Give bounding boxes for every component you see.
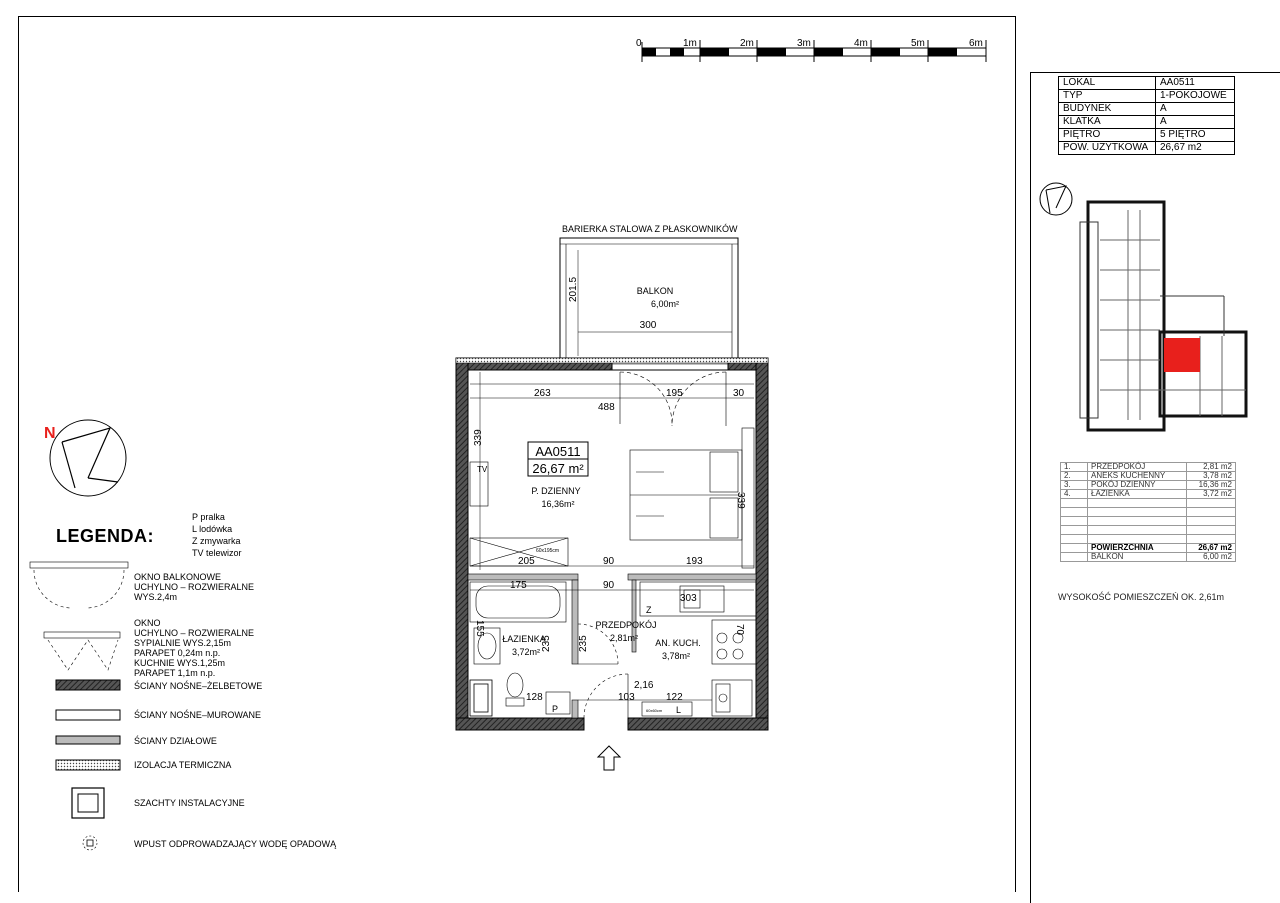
room-name: ANEKS KUCHENNY [1088, 472, 1187, 481]
dim-label: 205 [518, 556, 535, 567]
legend-line: WYS.2,4m [134, 592, 178, 602]
legend-item-partition-walls: ŚCIANY DZIAŁOWE [134, 736, 217, 746]
info-key: KLATKA [1059, 116, 1156, 129]
outer-walls [456, 358, 768, 730]
unit-id: AA0511 [535, 444, 581, 459]
total-value: 26,67 m2 [1187, 544, 1236, 553]
legend-line: UCHYLNO – ROZWIERALNE [134, 628, 255, 638]
room-number: 2. [1061, 472, 1088, 481]
info-value: A [1156, 103, 1235, 116]
dishwasher-label: Z [646, 605, 652, 615]
info-key: POW. UŻYTKOWA [1059, 142, 1156, 155]
legend-item-window [134, 618, 254, 678]
abbr-item: TV telewizor [192, 548, 242, 558]
total-label: POWIERZCHNIA [1088, 544, 1187, 553]
key-plan [1080, 202, 1246, 430]
dim-label: 70 [734, 624, 745, 636]
room-height-note: WYSOKOŚĆ POMIESZCZEŃ OK. 2,61m [1058, 592, 1225, 602]
info-key: PIĘTRO [1059, 129, 1156, 142]
dim-label: 303 [680, 593, 697, 604]
dim-label: 103 [618, 692, 635, 703]
dim-label: 90 [603, 556, 615, 567]
balcony-value: 6,00 m2 [1187, 553, 1236, 562]
fridge-label: L [676, 705, 682, 715]
toilet [506, 673, 524, 706]
hall-area: 2,81m² [609, 633, 639, 643]
table-row [1059, 90, 1235, 103]
balcony-door [620, 372, 726, 426]
legend-item-insulation: IZOLACJA TERMICZNA [134, 760, 232, 770]
room-number: 3. [1061, 481, 1088, 490]
balcony-label: BALKON [1088, 553, 1187, 562]
bed [630, 428, 754, 568]
legend-line: PARAPET 1,1m n.p. [134, 668, 216, 678]
abbr-item: P pralka [192, 512, 225, 522]
table-row [1059, 103, 1235, 116]
scale-label: 6m [969, 38, 983, 49]
dim-label: 2,16 [634, 680, 654, 691]
cabinet-size: 60x60cm [646, 708, 663, 713]
balcony-name: BALKON [636, 286, 674, 296]
legend-item-shafts: SZACHTY INSTALACYJNE [134, 798, 245, 808]
entrance-arrow-icon [598, 746, 620, 770]
scale-label: 4m [854, 38, 868, 49]
partition-walls [468, 574, 756, 718]
table-row [1061, 508, 1236, 517]
tv-label: TV [477, 465, 488, 474]
info-value: 5 PIĘTRO [1156, 129, 1235, 142]
north-label: N [44, 425, 56, 442]
room-areas-table [1060, 462, 1236, 562]
dim-label: 128 [526, 692, 543, 703]
scale-label: 1m [683, 38, 697, 49]
legend-item-balcony-window [134, 572, 254, 602]
table-row [1061, 499, 1236, 508]
legend-line: UCHYLNO – ROZWIERALNE [134, 582, 255, 592]
dim-label: 488 [598, 402, 615, 413]
table-row [1059, 142, 1235, 155]
legend-line: OKNO BALKONOWE [134, 572, 222, 582]
highlighted-unit [1164, 338, 1200, 372]
legend-line: KUCHNIE WYS.1,25m [134, 658, 226, 668]
room-area: 3,78 m2 [1187, 472, 1236, 481]
info-key: BUDYNEK [1059, 103, 1156, 116]
unit-label [528, 442, 588, 476]
dim-label: 30 [733, 388, 745, 399]
room-number: 4. [1061, 490, 1088, 499]
dim-label: 175 [510, 580, 527, 591]
north-arrow-small-icon [1040, 183, 1072, 215]
room-area: 2,81 m2 [1187, 463, 1236, 472]
room-name: ŁAZIENKA [1088, 490, 1187, 499]
room-area: 3,72 m2 [1187, 490, 1236, 499]
room-name: PRZEDPOKÓJ [1088, 463, 1187, 472]
legend-title: LEGENDA: [56, 526, 154, 546]
dim-label: 339 [735, 492, 746, 509]
dim-label: 201.5 [568, 276, 579, 302]
legend-item-masonry-walls: ŚCIANY NOŚNE–MUROWANE [134, 710, 262, 720]
unit-info-table [1058, 76, 1235, 155]
table-row [1059, 77, 1235, 90]
scale-label: 0 [636, 38, 642, 49]
dim-label: 263 [534, 388, 551, 399]
dim-label: 193 [686, 556, 703, 567]
kitchen-area: 3,78m² [661, 651, 691, 661]
info-value: A [1156, 116, 1235, 129]
kitchen-name: AN. KUCH. [655, 638, 701, 648]
north-arrow-icon [44, 420, 126, 496]
dim-label: 339 [473, 429, 484, 446]
dim-label: 235 [541, 635, 552, 652]
info-key: LOKAL [1059, 77, 1156, 90]
hall-name: PRZEDPOKÓJ [595, 620, 657, 630]
legend-line: SYPIALNIE WYS.2,15m [134, 638, 232, 648]
room-number: 1. [1061, 463, 1088, 472]
scale-label: 2m [740, 38, 754, 49]
legend-line: OKNO [134, 618, 161, 628]
legend-item-concrete-walls: ŚCIANY NOŚNE–ŻELBETOWE [134, 681, 263, 691]
living-room-name: P. DZIENNY [531, 486, 581, 496]
living-room-area: 16,36m² [541, 499, 575, 509]
kitchen-counter [640, 582, 756, 716]
washer-label: P [552, 704, 559, 714]
abbr-item: Z zmywarka [192, 536, 241, 546]
room-area: 16,36 m2 [1187, 481, 1236, 490]
room-name: POKÓJ DZIENNY [1088, 481, 1187, 490]
table-row [1061, 526, 1236, 535]
legend-item-drain: WPUST ODPROWADZAJĄCY WODĘ OPADOWĄ [134, 839, 337, 849]
table-row [1059, 129, 1235, 142]
dim-label: 235 [578, 635, 589, 652]
balcony [560, 224, 738, 358]
abbr-item: L lodówka [192, 524, 233, 534]
bathroom-area: 3,72m² [511, 647, 541, 657]
scale-bar [636, 38, 986, 62]
dim-label: 155 [474, 620, 485, 637]
balcony-row [1061, 553, 1236, 562]
table-row [1061, 490, 1236, 499]
info-value: 1-POKOJOWE [1156, 90, 1235, 103]
table-row [1059, 116, 1235, 129]
bed-size: 60x195cm [536, 548, 560, 554]
scale-label: 5m [911, 38, 925, 49]
table-row [1061, 517, 1236, 526]
shaft [470, 680, 492, 716]
balcony-area: 6,00m² [650, 299, 680, 309]
info-value: 26,67 m2 [1156, 142, 1235, 155]
dim-label: 122 [666, 692, 683, 703]
scale-label: 3m [797, 38, 811, 49]
info-value: AA0511 [1156, 77, 1235, 90]
legend-line: PARAPET 0,24m n.p. [134, 648, 221, 658]
balcony-note: BARIERKA STALOWA Z PŁASKOWNIKÓW [562, 224, 738, 234]
legend-symbols [30, 562, 128, 850]
dim-label: 300 [639, 320, 657, 331]
info-key: TYP [1059, 90, 1156, 103]
dim-label: 90 [603, 580, 615, 591]
unit-area: 26,67 m² [532, 461, 584, 476]
bathroom-name: ŁAZIENKA [502, 634, 546, 644]
dim-label: 195 [666, 388, 683, 399]
